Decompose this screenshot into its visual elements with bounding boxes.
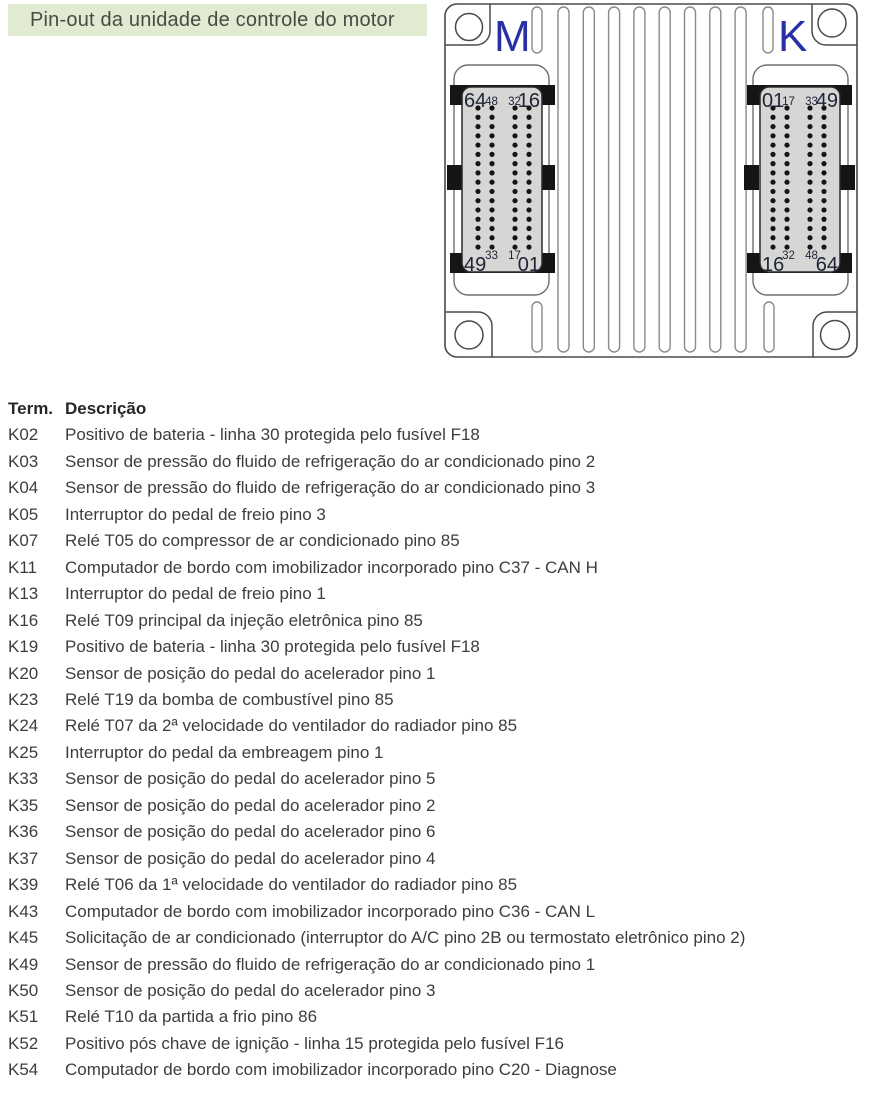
terminal-description: Sensor de posição do pedal do acelerador pino 1	[65, 663, 436, 683]
pin-label: 64	[464, 90, 487, 112]
terminal-code: K49	[8, 954, 39, 974]
pin-label: 32	[782, 250, 795, 262]
table-row	[8, 766, 861, 792]
pin-label: 16	[517, 90, 540, 112]
terminal-description: Relé T05 do compressor de ar condicionado pino 85	[65, 531, 460, 551]
pin-label: 01	[762, 90, 785, 112]
ecu-diagram	[444, 3, 858, 358]
terminal-code: K07	[8, 531, 39, 551]
terminal-description: Computador de bordo com imobilizador incorporado pino C37 - CAN H	[65, 557, 598, 577]
terminal-code: K24	[8, 716, 39, 736]
mounting-hole-icon	[821, 321, 850, 350]
terminal-description: Computador de bordo com imobilizador incorporado pino C36 - CAN L	[65, 901, 596, 921]
table-row	[8, 687, 861, 713]
pin-label: 17	[508, 250, 521, 262]
mounting-hole-icon	[456, 14, 483, 41]
pin-label: 64	[815, 254, 838, 276]
pin-label: 49	[464, 254, 487, 276]
connector-m-letter: M	[494, 12, 531, 61]
table-row	[8, 1004, 861, 1030]
table-row	[8, 740, 861, 766]
terminal-description: Sensor de posição do pedal do acelerador pino 6	[65, 822, 436, 842]
pin-label: 33	[805, 96, 818, 108]
table-row	[8, 634, 861, 660]
terminal-description: Sensor de posição do pedal do acelerador pino 2	[65, 795, 436, 815]
table-row	[8, 1031, 861, 1057]
table-row	[8, 581, 861, 607]
terminal-description: Sensor de posição do pedal do acelerador pino 4	[65, 848, 436, 868]
table-row	[8, 899, 861, 925]
table-row	[8, 872, 861, 898]
table-row	[8, 846, 861, 872]
table-row	[8, 978, 861, 1004]
table-row	[8, 528, 861, 554]
terminal-description: Positivo de bateria - linha 30 protegida pelo fusível F18	[65, 637, 480, 657]
pin-table-rows	[8, 422, 861, 1083]
terminal-description: Interruptor do pedal de freio pino 1	[65, 584, 326, 604]
terminal-code: K20	[8, 663, 39, 683]
table-row	[8, 952, 861, 978]
terminal-description: Sensor de pressão do fluido de refrigeração do ar condicionado pino 2	[65, 451, 596, 471]
terminal-code: K23	[8, 689, 39, 709]
table-row	[8, 608, 861, 634]
terminal-description: Positivo de bateria - linha 30 protegida pelo fusível F18	[65, 425, 480, 445]
terminal-code: K02	[8, 425, 39, 445]
table-row	[8, 502, 861, 528]
terminal-code: K36	[8, 822, 39, 842]
terminal-description: Interruptor do pedal da embreagem pino 1	[65, 742, 384, 762]
connector-k-letter: K	[778, 12, 808, 61]
terminal-description: Relé T09 principal da injeção eletrônica pino 85	[65, 610, 423, 630]
terminal-description: Sensor de posição do pedal do acelerador pino 5	[65, 769, 436, 789]
terminal-code: K52	[8, 1033, 39, 1053]
pin-label: 49	[815, 90, 838, 112]
pin-table	[8, 396, 861, 1084]
table-row	[8, 713, 861, 739]
pin-label: 48	[805, 250, 818, 262]
table-row	[8, 819, 861, 845]
terminal-code: K25	[8, 742, 39, 762]
terminal-description: Sensor de pressão do fluido de refrigeração do ar condicionado pino 1	[65, 954, 596, 974]
terminal-description: Positivo pós chave de ignição - linha 15 protegida pelo fusível F16	[65, 1033, 564, 1053]
connector-m	[447, 65, 555, 295]
terminal-code: K16	[8, 610, 39, 630]
pin-label: 48	[485, 96, 498, 108]
column-header-term: Term.	[8, 399, 54, 418]
terminal-code: K11	[8, 557, 37, 577]
pin-label: 32	[508, 96, 521, 108]
terminal-code: K04	[8, 478, 39, 498]
terminal-code: K39	[8, 875, 39, 895]
terminal-description: Interruptor do pedal de freio pino 3	[65, 504, 326, 524]
table-header-row	[8, 396, 861, 422]
terminal-description: Relé T06 da 1ª velocidade do ventilador do radiador pino 85	[65, 875, 518, 895]
terminal-code: K51	[8, 1007, 39, 1027]
mounting-hole-icon	[818, 9, 846, 37]
table-row	[8, 449, 861, 475]
table-row	[8, 661, 861, 687]
terminal-code: K37	[8, 848, 39, 868]
table-row	[8, 475, 861, 501]
table-row	[8, 555, 861, 581]
terminal-code: K13	[8, 584, 39, 604]
table-row	[8, 422, 861, 448]
terminal-code: K35	[8, 795, 39, 815]
table-row	[8, 793, 861, 819]
connector-k	[744, 65, 855, 295]
column-header-descricao: Descrição	[65, 399, 147, 418]
pin-label: 33	[485, 250, 498, 262]
terminal-code: K33	[8, 769, 39, 789]
pin-label: 17	[782, 96, 795, 108]
page-title: Pin-out da unidade de controle do motor	[30, 8, 395, 31]
terminal-code: K05	[8, 504, 39, 524]
terminal-description: Sensor de pressão do fluido de refrigeração do ar condicionado pino 3	[65, 478, 596, 498]
mounting-hole-icon	[455, 321, 483, 349]
terminal-code: K45	[8, 928, 39, 948]
terminal-description: Relé T07 da 2ª velocidade do ventilador do radiador pino 85	[65, 716, 518, 736]
terminal-description: Computador de bordo com imobilizador incorporado pino C20 - Diagnose	[65, 1060, 617, 1080]
table-row	[8, 925, 861, 951]
terminal-code: K54	[8, 1060, 39, 1080]
terminal-code: K19	[8, 637, 39, 657]
terminal-description: Relé T10 da partida a frio pino 86	[65, 1007, 318, 1027]
pin-label: 01	[517, 254, 540, 276]
pin-label: 16	[762, 254, 785, 276]
section-title-bar	[8, 4, 427, 36]
terminal-code: K03	[8, 451, 39, 471]
table-row	[8, 1057, 861, 1083]
terminal-description: Sensor de posição do pedal do acelerador pino 3	[65, 980, 436, 1000]
terminal-code: K50	[8, 980, 39, 1000]
terminal-code: K43	[8, 901, 39, 921]
terminal-description: Relé T19 da bomba de combustível pino 85	[65, 689, 394, 709]
terminal-description: Solicitação de ar condicionado (interruptor do A/C pino 2B ou termostato eletrônico pino 2)	[65, 928, 746, 948]
